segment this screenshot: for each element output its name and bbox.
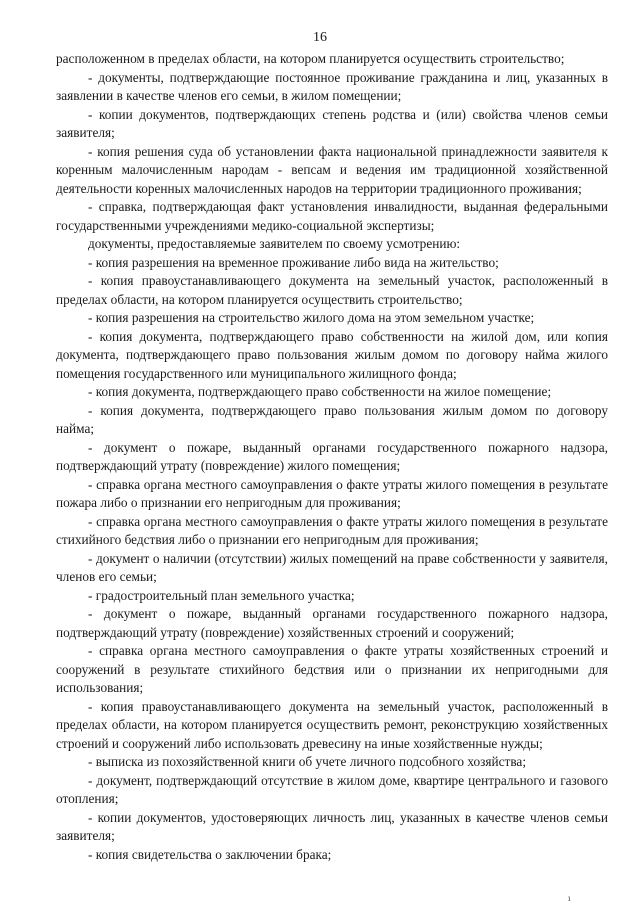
list-item: - справка, подтверждающая факт установления инвалидности, выданная федеральными государственными учреждениями медико-социальной экспертизы; (56, 199, 608, 233)
list-item: - документ, подтверждающий отсутствие в жилом доме, квартире центрального и газового отопления; (56, 772, 608, 806)
list-item: - копия правоустанавливающего документа на земельный участок, расположенный в пределах области, на котором планируется осуществить строительство; (56, 273, 608, 307)
list-item: - справка органа местного самоуправления о факте утраты жилого помещения в результате пожара либо о признании его непригодным для проживания; (56, 476, 608, 510)
list-item: - копия документа, подтверждающего право пользования жилым домом по договору найма; (56, 402, 608, 436)
list-item: - копии документов, удостоверяющих личность лиц, указанных в качестве членов семьи заявителя; (56, 809, 608, 843)
list-item: - копия документа, подтверждающего право собственности на жилой дом, или копия документа, подтверждающего право пользования жилым домом по договору найма жилого помещения государственного или муниципального жилищного фонда; (56, 328, 608, 381)
page-number: 16 (313, 30, 327, 45)
list-item: - документ о пожаре, выданный органами государственного пожарного надзора, подтверждающий утрату (повреждение) хозяйственных строений и сооружений; (56, 606, 608, 640)
list-item: - копия документа, подтверждающего право собственности на жилое помещение; (88, 384, 552, 399)
paragraph-text: расположенном в пределах области, на котором планируется осуществить строительство; (56, 51, 565, 66)
document-body (56, 50, 608, 864)
list-item: - копии документов, подтверждающих степень родства и (или) свойства членов семьи заявителя; (56, 106, 608, 140)
list-item: - копия разрешения на временное проживание либо вида на жительство; (88, 254, 499, 270)
list-item: - документ о пожаре, выданный органами государственного пожарного надзора, подтверждающий утрату (повреждение) жилого помещения; (56, 439, 608, 473)
list-item: - градостроительный план земельного участка; (88, 587, 355, 603)
list-item: - копия решения суда об установлении факта национальной принадлежности заявителя к коренным малочисленным народам - вепсам и ведения им традиционной хозяйственной деятельности коренных малочисленных народов на территории традиционного проживания; (56, 143, 608, 196)
list-item: - справка органа местного самоуправления о факте утраты жилого помещения в результате стихийного бедствия либо о признании его непригодным для проживания; (56, 513, 608, 547)
list-item: - копия разрешения на строительство жилого дома на этом земельном участке; (88, 310, 535, 325)
section-lead-text: документы, предоставляемые заявителем по своему усмотрению: (88, 236, 461, 251)
list-item: - справка органа местного самоуправления о факте утраты хозяйственных строений и сооружений в результате стихийного бедствия или о признании их непригодными для использования; (56, 643, 608, 695)
scan-edge-mark: ı (568, 893, 571, 903)
list-item: - документ о наличии (отсутствии) жилых помещений на праве собственности у заявителя, членов его семьи; (56, 550, 608, 584)
list-item: - документы, подтверждающие постоянное проживание гражданина и лиц, указанных в заявлении в качестве членов его семьи, в жилом помещении; (56, 69, 608, 103)
list-item: - выписка из похозяйственной книги об учете личного подсобного хозяйства; (88, 754, 527, 769)
list-item: - копия свидетельства о заключении брака; (88, 846, 332, 862)
list-item: - копия правоустанавливающего документа на земельный участок, расположенный в пределах области, на котором планируется осуществить ремонт, реконструкцию хозяйственных строений и сооружений либо использовать древесину на иные хозяйственные нужды; (56, 698, 608, 751)
